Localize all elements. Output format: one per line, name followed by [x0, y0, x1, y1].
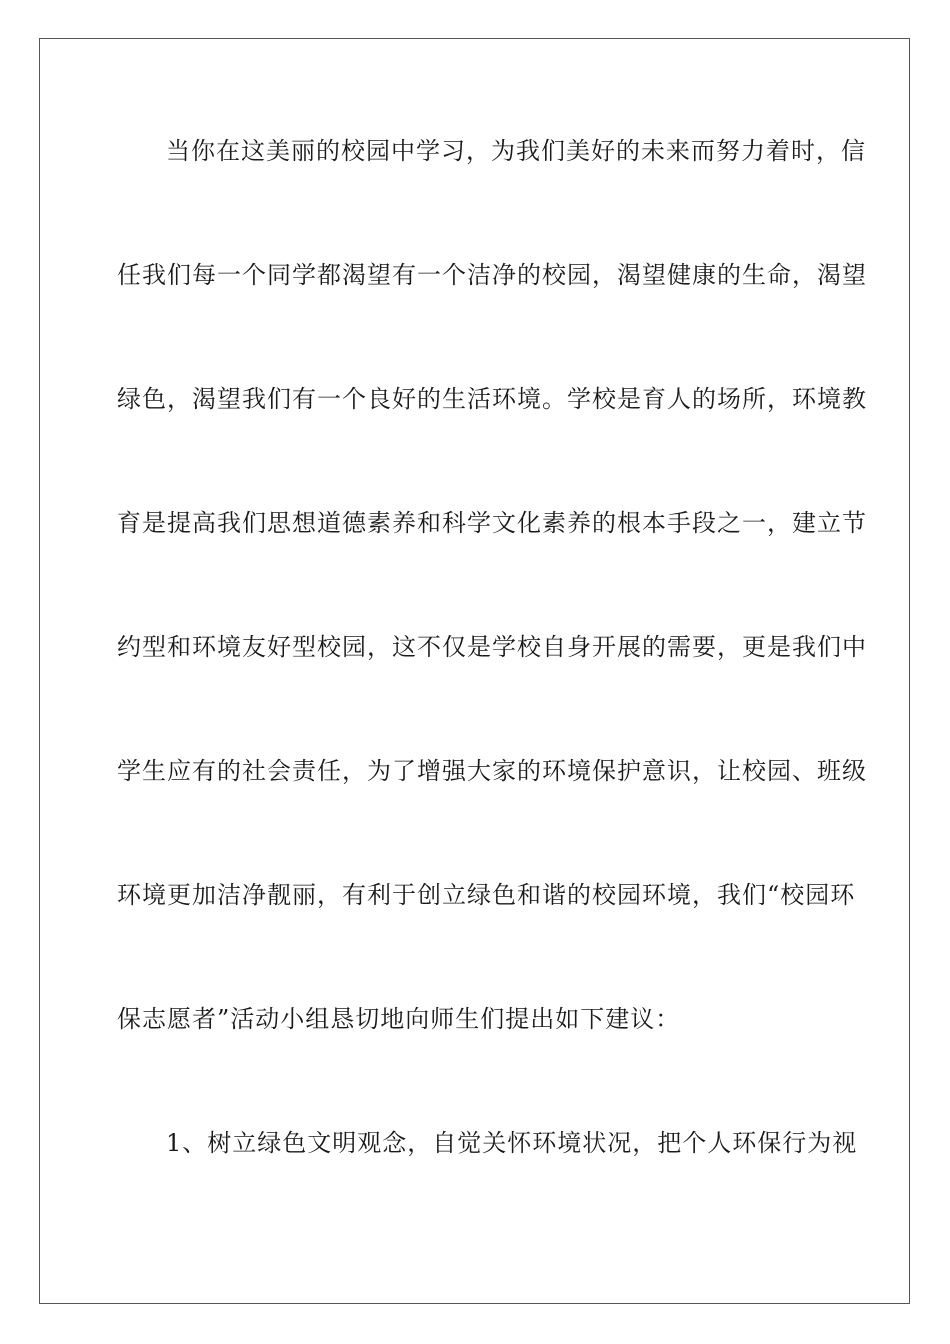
paragraph-1-line-1: 当你在这美丽的校园中学习，为我们美好的未来而努力着时，信	[166, 137, 866, 165]
paragraph-1-line-4: 育是提高我们思想道德素养和科学文化素养的根本手段之一，建立节	[117, 509, 867, 537]
page-border	[39, 38, 910, 1304]
paragraph-1-line-3: 绿色，渴望我们有一个良好的生活环境。学校是育人的场所，环境教	[117, 385, 867, 413]
paragraph-1-line-8: 保志愿者”活动小组恳切地向师生们提出如下建议：	[117, 1005, 681, 1033]
paragraph-2-line-1: 1、树立绿色文明观念，自觉关怀环境状况，把个人环保行为视	[166, 1129, 858, 1157]
paragraph-1-line-7: 环境更加洁净靓丽，有利于创立绿色和谐的校园环境，我们“校园环	[117, 881, 856, 909]
paragraph-1-line-6: 学生应有的社会责任，为了增强大家的环境保护意识，让校园、班级	[117, 757, 867, 785]
paragraph-1-line-2: 任我们每一个同学都渴望有一个洁净的校园，渴望健康的生命，渴望	[117, 261, 867, 289]
paragraph-1-line-5: 约型和环境友好型校园，这不仅是学校自身开展的需要，更是我们中	[117, 633, 867, 661]
